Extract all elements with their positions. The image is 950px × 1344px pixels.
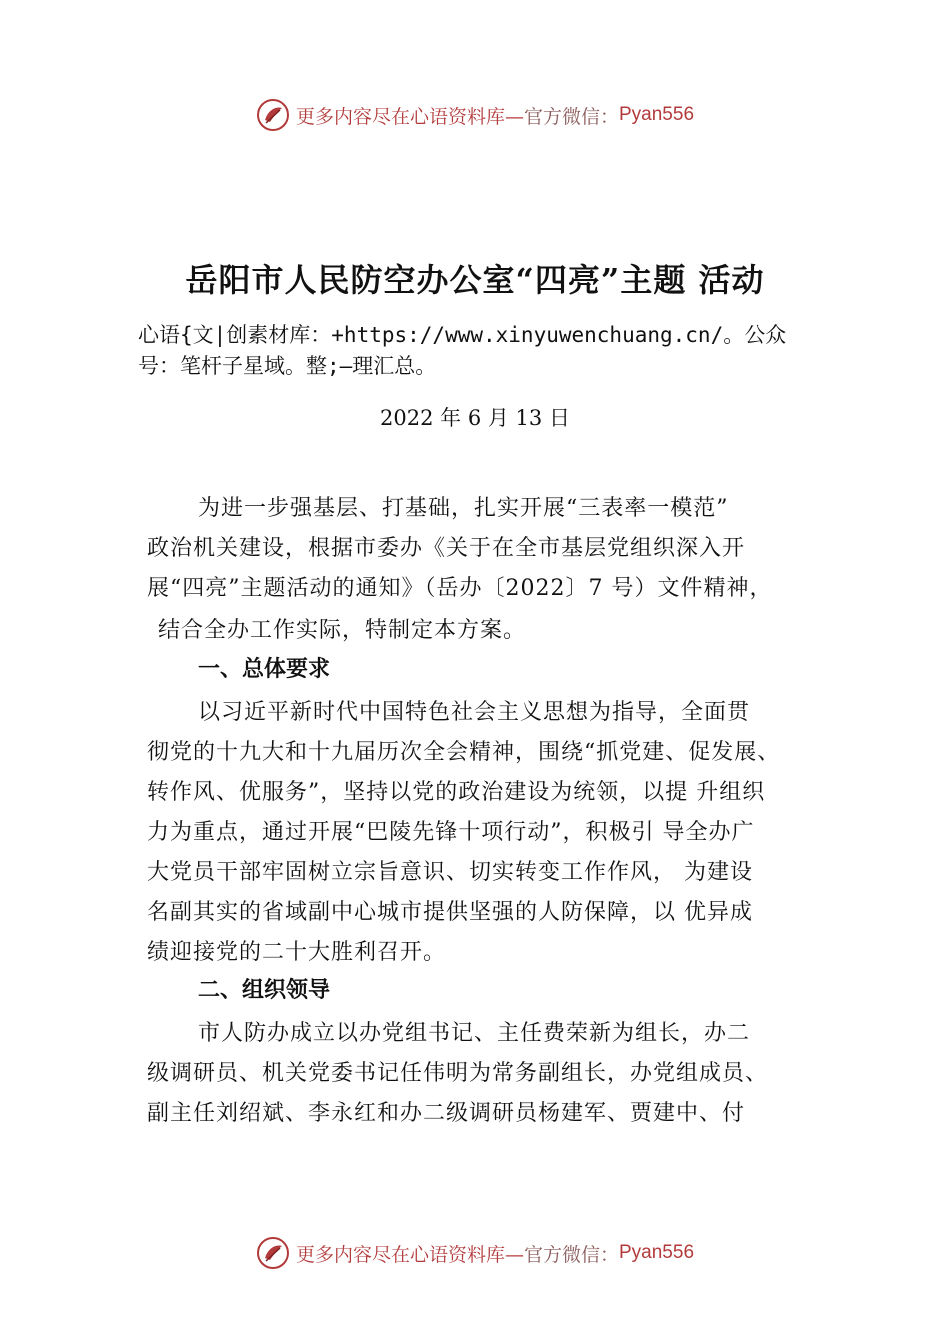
banner-text: 更多内容尽在心语资料库— — [295, 1243, 524, 1266]
section-1-line: 以习近平新时代中国特色社会主义思想为指导，全面贯 — [198, 700, 751, 725]
section-2-line: 副主任刘绍斌、李永红和办二级调研员杨建军、贾建中、付 — [147, 1101, 746, 1126]
source-line-1: 心语{文|创素材库：+https://www.xinyuwenchuang.cn/。公众 — [138, 323, 787, 347]
document-date: 2022 年 6 月 13 日 — [380, 406, 570, 430]
logo-icon — [256, 1236, 290, 1270]
section-1-line: 大党员干部牢固树立宗旨意识、切实转变工作作风， 为建设 — [147, 860, 753, 885]
logo-icon — [256, 98, 290, 132]
section-1-line: 名副其实的省域副中心城市提供坚强的人防保障，以 优异成 — [147, 900, 753, 925]
section-1-line: 转作风、优服务”，坚持以党的政治建设为统领，以提 升组织 — [147, 780, 766, 805]
banner-wechat-label: 官方微信： — [523, 1243, 619, 1266]
section-2-line: 市人防办成立以办党组书记、主任费荣新为组长，办二 — [198, 1021, 751, 1046]
section-heading-1: 一、总体要求 — [198, 657, 331, 682]
banner-wechat-id: Pyan556 — [619, 1242, 695, 1263]
intro-line: 政治机关建设，根据市委办《关于在全市基层党组织深入开 — [147, 536, 746, 561]
section-1-line: 绩迎接党的二十大胜利召开。 — [147, 940, 447, 965]
banner-text: 更多内容尽在心语资料库— — [295, 105, 524, 128]
section-2-line: 级调研员、机关党委书记任伟明为常务副组长，办党组成员、 — [147, 1061, 769, 1086]
intro-line: 展“四亮”主题活动的通知》（岳办〔2022〕7 号）文件精神， — [147, 576, 773, 601]
source-line-2: 号：笔杆子星域。整;—理汇总。 — [138, 354, 437, 378]
section-heading-2: 二、组织领导 — [198, 978, 331, 1003]
banner-wechat-label: 官方微信： — [523, 105, 619, 128]
document-title: 岳阳市人民防空办公室“四亮”主题 活动 — [185, 261, 765, 299]
section-1-line: 力为重点，通过开展“巴陵先锋十项行动”，积极引 导全办广 — [147, 820, 755, 845]
section-1-line: 彻党的十九大和十九届历次全会精神，围绕“抓党建、促发展、 — [147, 740, 781, 765]
banner-wechat-id: Pyan556 — [619, 104, 695, 125]
bottom-banner — [0, 1233, 950, 1273]
intro-line: 结合全办工作实际，特制定本方案。 — [158, 618, 527, 643]
intro-line: 为进一步强基层、打基础，扎实开展“三表率一模范” — [198, 496, 729, 521]
top-banner — [0, 95, 950, 135]
